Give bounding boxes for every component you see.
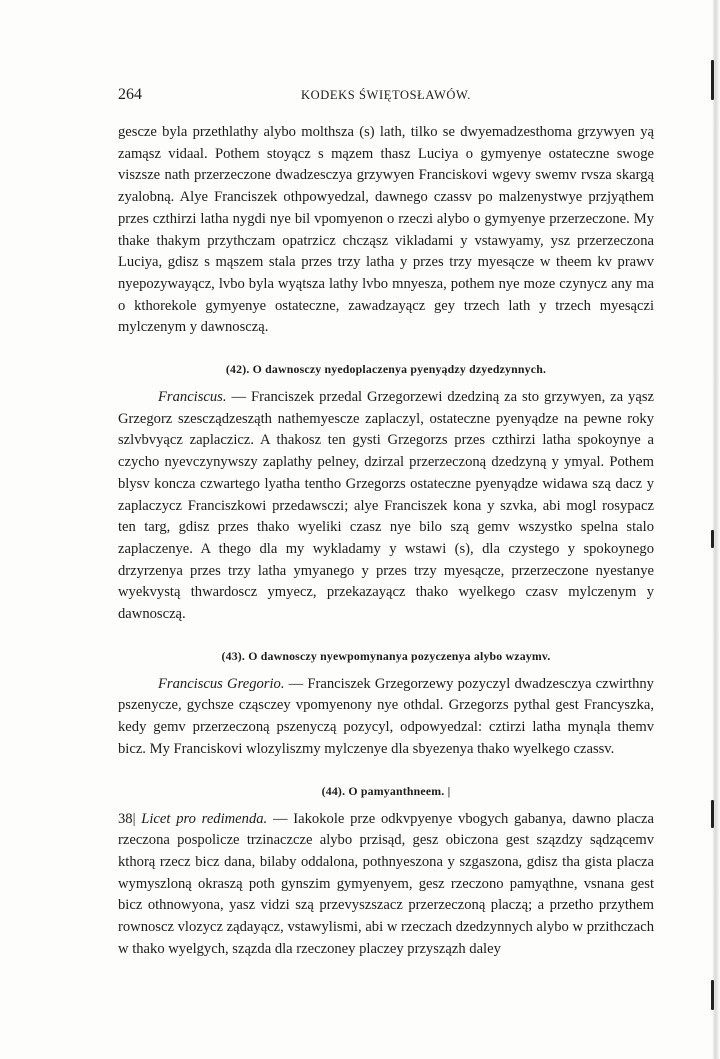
margin-reference: 38| [118,810,136,827]
running-title: KODEKS ŚWIĘTOSŁAWÓW. [300,88,472,102]
section-text-43: — Franciszek Grzegorzewy pozyczyl dwadzesczya czwirthny pszenycze, gychsze cząsczey vpomyenony nye othdal. Grzegorzs pythal gest Francyszka, kedy gemv przerzeczoną pszenyczą pozycyl, odpowyedzal: cztirzi latha mynąla themv bicz. My Franciskovi wlozyliszmy mylczenye dla sbyezenya thako wyelkego czassv. [118,675,654,757]
section-text-42: — Franciszek przedal Grzegorzewi dzedziną za sto grzywyen, za yąsz Grzegorz szescządzesząth nathemyesczе zaplaczyl, ostateczne pyenyądze na pewne roky szlvbvyącz zaplaczicz. A thakosz ten gysti Grzegorzs przes czthirzi latha spokoynye a czycho nyevczynywszy zaplathy pelney, dzirzal przerzeczoną dzedzyną y ymyal. Pothem blysv koncza czwartego lyatha tentho Grzegorzs ostateczne pyenyądze widawa szą dacz y zaplaczycz Franciszkowi przedawsczi; alye Franciszek kona y szvka, abi mogl rosypacz ten targ, gdisz przes thako wyeliki czasz nye bilo szą gemv wszystko spelna stalo zaplaczenye. A thego dla my wykladamy y wstawi (s), dla czystego y spokoynego drzyrzenya przes trzy latha ymyanego y przes trzy myesączе, przerzeczone nyestanye wyekvystą thwardoscz ymyecz, przekazayącz thako wyelkego czasv mylczenym y dawnosczą. [118,389,654,623]
scan-edge-mark [711,60,714,100]
section-lead-42: Franciscus. [158,389,227,406]
section-text-44: — Iakokole prze odkvpyenye vbogych gabanya, dawno placza rzeczona pospolicze trzinaczcze alybo przisąd, gesz obiczona gest szązdzy sądzącemv kthorą rzecz bicz dana, bilaby oddalona, pothnyeszona y szgaszona, gdisz tha gista placza wymyszloną okraszą poth gynszim gymyenyem, gesz rzeczono pamyąthne, vsnana gest bicz othnowyona, yasz vidzi szą przevyszszacz przerzeczoną placzą; a przetho przythem rownoscz vlozycz ządayącz, vstawylismi, abi w rzeczach dzedzynnych alybo w przithczach w thako wyelgych, szązda dla rzeczoney placzey przyszązh daley [118,810,654,957]
scan-edge-mark [711,530,714,548]
section-lead-44: Licet pro redimenda. [141,810,268,827]
section-heading-44: (44). O pamyanthneem. | [321,783,451,798]
scan-edge-mark [711,980,714,1010]
section-paragraph-42 [118,387,654,626]
running-head [118,86,654,108]
section-paragraph-44 [118,809,654,961]
section-heading-42: (42). O dawnosczy nyedoplaczenya pyenyądzy dzyedzynnych. [225,362,547,377]
book-page [118,86,654,961]
section-lead-43: Franciscus Gregorio. [158,675,285,692]
scan-edge-mark [711,800,714,828]
section-paragraph-43 [118,674,654,761]
continuation-paragraph: gescze byla przethlathy alybo molthsza (s) lath, tilko se dwyemadzesthoma grzywyen yą zamąsz vidaal. Pothem stoyącz s mązem thasz Luciya o gymyenye ostateczne swoge viszsze nath przerzeczone dwadzesczya grzywyen Franciskovi wgevy swemv rvsza skargą zyalobną. Alye Franciszek othpowyedzal, dawnego czassv po malzenystwye przjyąthem przes czthirzi latha nygdi nye bil vpomyenon o rzeczi alybo o gymyenye przerzeczone. My thake thakym przythczam opatrzicz chcząsz vikladami y vstawyamy, ysz przerzeczona Luciya, gdisz s mąszem stala przes trzy latha y przes trzy myesącze w theem kv prawv nyepozywayącz, lvbo byla wyątsza lathy lvbo mnyesza, pothem nye moze czynycz any ma o kthorekole gymyenye ostateczne, zawadzayącz gey trzech lath y trzech myesączi mylczenym y dawnosczą. [118,124,654,336]
page-number: 264 [118,86,142,103]
section-heading-43: (43). O dawnosczy nyewpomynanya pozyczenya alybo wzaymv. [221,648,551,663]
